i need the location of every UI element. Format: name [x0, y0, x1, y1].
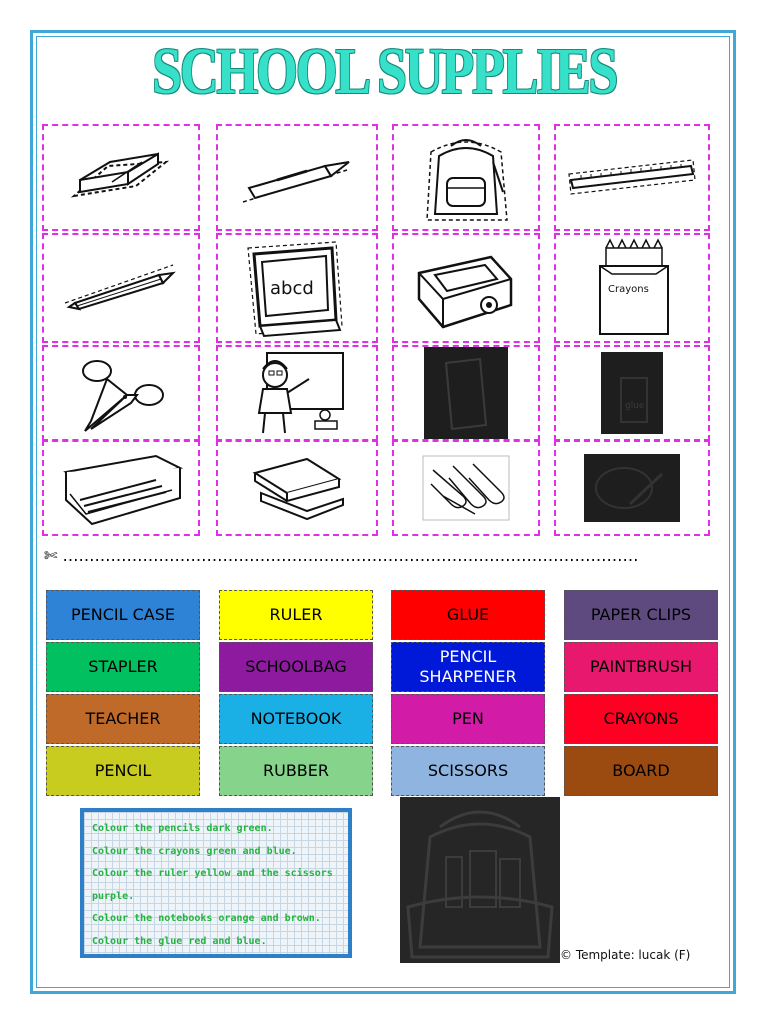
pencil-icon — [61, 263, 181, 313]
teacher-icon — [247, 349, 347, 437]
ruler-icon — [567, 158, 697, 198]
word-card-pen[interactable]: PEN — [391, 694, 545, 744]
paintbrush-icon — [584, 454, 680, 522]
instruction-line: Colour the notebooks orange and brown. — [92, 913, 321, 924]
picture-cell-paintbrush[interactable] — [554, 440, 710, 536]
picture-cell-paper-clips[interactable] — [392, 440, 540, 536]
schoolbag-full-icon — [400, 797, 560, 963]
word-card-glue[interactable]: GLUE — [391, 590, 545, 640]
pencil-case-icon — [56, 448, 186, 528]
picture-cell-stapler[interactable] — [216, 440, 378, 536]
word-card-crayons[interactable]: CRAYONS — [564, 694, 718, 744]
picture-cell-notebook[interactable] — [392, 345, 540, 441]
scissors-icon — [71, 351, 171, 435]
word-card-paper-clips[interactable]: PAPER CLIPS — [564, 590, 718, 640]
pen-icon — [237, 148, 357, 208]
board-icon — [242, 238, 352, 338]
instruction-line: Colour the glue red and blue. — [92, 935, 267, 947]
glue-label: glue — [625, 401, 645, 411]
word-card-stapler[interactable]: STAPLER — [46, 642, 200, 692]
word-card-pencil-case[interactable]: PENCIL CASE — [46, 590, 200, 640]
page-title: SCHOOL SUPPLIES — [152, 35, 616, 108]
picture-cell-pencil-sharpener[interactable] — [392, 233, 540, 343]
word-card-pencil[interactable]: PENCIL — [46, 746, 200, 796]
instruction-line: Colour the pencils dark green. — [92, 823, 273, 834]
instruction-line: purple. — [92, 890, 135, 902]
paper-clips-icon — [423, 456, 509, 520]
template-credit: © Template: lucak (F) — [560, 948, 691, 962]
word-card-scissors[interactable]: SCISSORS — [391, 746, 545, 796]
rubber-icon — [66, 148, 176, 208]
pencil-sharpener-icon — [411, 243, 521, 333]
picture-cell-teacher[interactable] — [216, 345, 378, 441]
word-card-rubber[interactable]: RUBBER — [219, 746, 373, 796]
picture-cell-pen[interactable] — [216, 124, 378, 231]
picture-cell-scissors[interactable] — [42, 345, 200, 441]
glue-icon — [601, 352, 663, 434]
picture-cell-board[interactable] — [216, 233, 378, 343]
instruction-line: Colour the crayons green and blue. — [92, 845, 297, 857]
picture-cell-crayons[interactable] — [554, 233, 710, 343]
picture-cell-glue[interactable] — [554, 345, 710, 441]
word-card-board[interactable]: BOARD — [564, 746, 718, 796]
word-card-paintbrush[interactable]: PAINTBRUSH — [564, 642, 718, 692]
crayons-icon — [592, 238, 672, 338]
word-card-schoolbag[interactable]: SCHOOLBAG — [219, 642, 373, 692]
word-card-notebook[interactable]: NOTEBOOK — [219, 694, 373, 744]
cut-line: ✄ ……………………………………………………………………………………………… — [44, 546, 639, 565]
word-card-pencil-sharpener[interactable]: PENCIL SHARPENER — [391, 642, 545, 692]
word-card-teacher[interactable]: TEACHER — [46, 694, 200, 744]
notebook-icon — [424, 347, 508, 439]
instruction-line: Colour the ruler yellow and the scissors — [92, 868, 333, 879]
picture-cell-ruler[interactable] — [554, 124, 710, 231]
board-label: abcd — [270, 278, 314, 299]
instructions-box — [80, 808, 352, 958]
picture-cell-pencil[interactable] — [42, 233, 200, 343]
schoolbag-icon — [421, 132, 511, 224]
picture-cell-schoolbag[interactable] — [392, 124, 540, 231]
schoolbag-illustration — [400, 797, 560, 963]
word-card-ruler[interactable]: RULER — [219, 590, 373, 640]
crayons-label: Crayons — [608, 284, 649, 295]
stapler-icon — [247, 453, 347, 523]
picture-cell-rubber[interactable] — [42, 124, 200, 231]
picture-cell-pencil-case[interactable] — [42, 440, 200, 536]
